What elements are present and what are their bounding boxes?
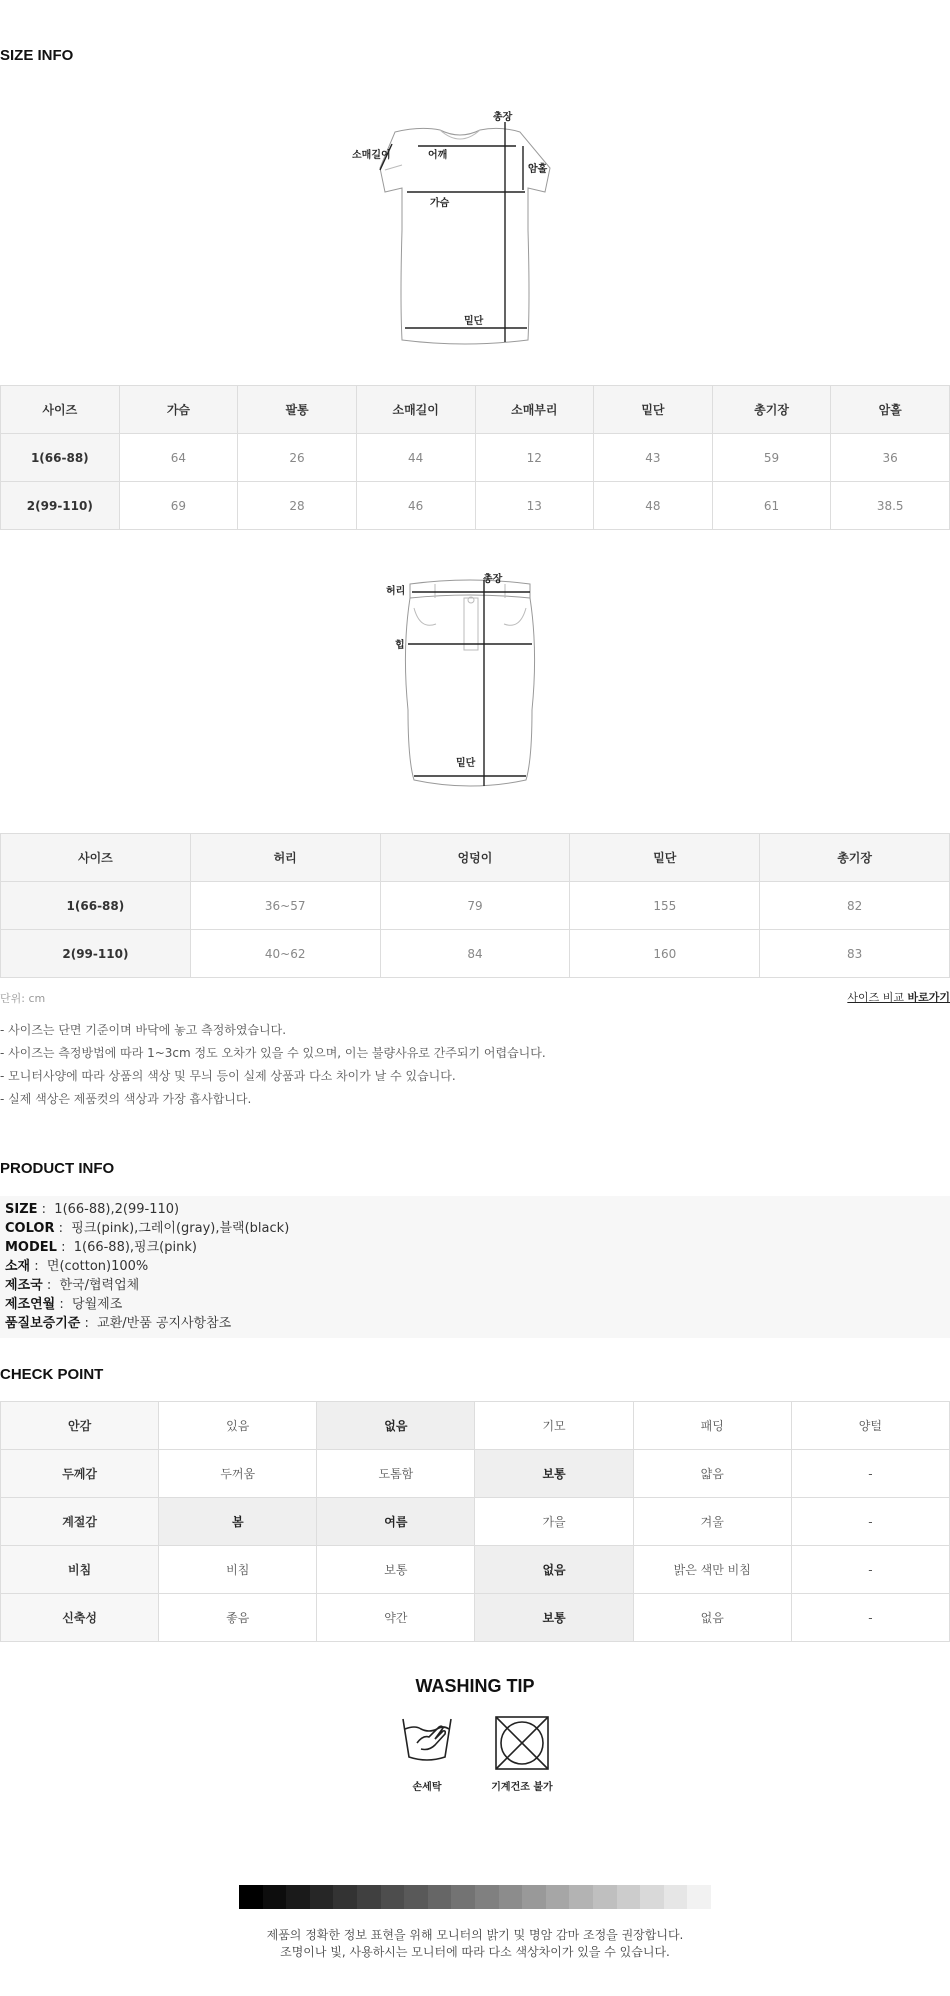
top-size-diagram	[350, 110, 580, 350]
check-point-table	[0, 1401, 950, 1642]
check-point-option: 보통	[475, 1450, 633, 1498]
table-cell: 43	[594, 434, 713, 482]
size-compare-go: 바로가기	[907, 991, 950, 1004]
check-point-label: 두께감	[1, 1450, 159, 1498]
note-line: - 사이즈는 단면 기준이며 바닥에 놓고 측정하였습니다.	[0, 1023, 287, 1037]
table-cell: 36~57	[190, 882, 380, 930]
check-point-option: -	[791, 1498, 949, 1546]
table-row	[1, 482, 950, 530]
check-point-option: 양털	[791, 1402, 949, 1450]
table-cell: 36	[831, 434, 950, 482]
product-info-row: 제조연월 : 당월제조	[5, 1297, 123, 1312]
table-cell: 1(66-88)	[1, 882, 191, 930]
grayscale-swatch	[546, 1885, 570, 1909]
check-point-option: 도톰함	[317, 1450, 475, 1498]
check-point-option: 가을	[475, 1498, 633, 1546]
grayscale-swatch	[593, 1885, 617, 1909]
check-point-option: 보통	[317, 1546, 475, 1594]
label-armhole: 암홀	[528, 164, 548, 175]
table-row	[1, 434, 950, 482]
check-point-title: CHECK POINT	[0, 1366, 104, 1383]
grayscale-bar	[239, 1885, 711, 1909]
label-shoulder: 어깨	[428, 150, 448, 161]
table-header: 사이즈	[1, 386, 120, 434]
table-header: 소매길이	[356, 386, 475, 434]
check-point-option: 보통	[475, 1594, 633, 1642]
table-cell: 2(99-110)	[1, 482, 120, 530]
table-header: 소매부리	[475, 386, 594, 434]
check-point-option: 없음	[317, 1402, 475, 1450]
grayscale-swatch	[617, 1885, 641, 1909]
skirt-size-diagram	[380, 570, 560, 795]
table-cell: 61	[712, 482, 831, 530]
skirt-label-total-length: 총장	[483, 574, 503, 585]
table-cell: 82	[760, 882, 950, 930]
table-header: 허리	[190, 834, 380, 882]
grayscale-swatch	[499, 1885, 523, 1909]
table-cell: 59	[712, 434, 831, 482]
grayscale-swatch	[522, 1885, 546, 1909]
note-line: - 모니터사양에 따라 상품의 색상 및 무늬 등이 실제 상품과 다소 차이가 날 수 있습니다.	[0, 1069, 456, 1083]
table-row	[1, 1402, 950, 1450]
table-row	[1, 882, 950, 930]
table-header: 엉덩이	[380, 834, 570, 882]
check-point-label: 신축성	[1, 1594, 159, 1642]
table-header: 밑단	[570, 834, 760, 882]
table-row	[1, 1498, 950, 1546]
size-notes	[0, 1019, 546, 1111]
grayscale-swatch	[451, 1885, 475, 1909]
label-total-length: 총장	[493, 112, 513, 123]
table-cell: 46	[356, 482, 475, 530]
table-cell: 2(99-110)	[1, 930, 191, 978]
check-point-option: 좋음	[159, 1594, 317, 1642]
grayscale-swatch	[664, 1885, 688, 1909]
product-info-title: PRODUCT INFO	[0, 1160, 115, 1177]
note-line: - 사이즈는 측정방법에 따라 1~3cm 정도 오차가 있을 수 있으며, 이는 불량사유로 간주되기 어렵습니다.	[0, 1046, 546, 1060]
grayscale-swatch	[428, 1885, 452, 1909]
table-cell: 160	[570, 930, 760, 978]
check-point-label: 비침	[1, 1546, 159, 1594]
monitor-notice-line: 제품의 정확한 정보 표현을 위해 모니터의 밝기 및 명암 감마 조정을 권장합니다.	[266, 1928, 684, 1942]
table-header-row	[1, 386, 950, 434]
unit-label: 단위: cm	[0, 992, 46, 1005]
table-cell: 64	[119, 434, 238, 482]
skirt-label-hip: 힙	[395, 640, 405, 651]
monitor-notice-line: 조명이나 빛, 사용하시는 모니터에 따라 다소 색상차이가 있을 수 있습니다.	[280, 1945, 670, 1959]
check-point-option: 약간	[317, 1594, 475, 1642]
table-header: 가슴	[119, 386, 238, 434]
table-cell: 155	[570, 882, 760, 930]
table-cell: 48	[594, 482, 713, 530]
check-point-label: 안감	[1, 1402, 159, 1450]
size-compare-label: 사이즈 비교	[847, 991, 904, 1004]
hand-wash-label: 손세탁	[412, 1782, 442, 1793]
table-cell: 1(66-88)	[1, 434, 120, 482]
check-point-option: 얇음	[633, 1450, 791, 1498]
check-point-option: 있음	[159, 1402, 317, 1450]
note-line: - 실제 색상은 제품컷의 색상과 가장 흡사합니다.	[0, 1092, 252, 1106]
check-point-option: 없음	[633, 1594, 791, 1642]
label-chest: 가슴	[430, 198, 450, 209]
check-point-option: 없음	[475, 1546, 633, 1594]
product-info-row: 제조국 : 한국/협력업체	[5, 1278, 140, 1293]
check-point-option: 기모	[475, 1402, 633, 1450]
table-cell: 84	[380, 930, 570, 978]
check-point-option: 여름	[317, 1498, 475, 1546]
table-cell: 13	[475, 482, 594, 530]
table-row	[1, 1450, 950, 1498]
table-header: 사이즈	[1, 834, 191, 882]
grayscale-swatch	[381, 1885, 405, 1909]
check-point-option: -	[791, 1594, 949, 1642]
check-point-option: 비침	[159, 1546, 317, 1594]
table-cell: 26	[238, 434, 357, 482]
check-point-label: 계절감	[1, 1498, 159, 1546]
table-header: 총기장	[760, 834, 950, 882]
table-header: 암홀	[831, 386, 950, 434]
table-header: 총기장	[712, 386, 831, 434]
skirt-label-waist: 허리	[386, 586, 406, 597]
grayscale-swatch	[687, 1885, 711, 1909]
label-hem: 밑단	[464, 316, 484, 327]
monitor-notice	[0, 1927, 950, 1961]
grayscale-swatch	[475, 1885, 499, 1909]
grayscale-swatch	[640, 1885, 664, 1909]
table-cell: 44	[356, 434, 475, 482]
check-point-option: 밝은 색만 비침	[633, 1546, 791, 1594]
table-cell: 38.5	[831, 482, 950, 530]
grayscale-swatch	[357, 1885, 381, 1909]
table-row	[1, 1546, 950, 1594]
grayscale-swatch	[239, 1885, 263, 1909]
size-info-title: SIZE INFO	[0, 47, 74, 64]
grayscale-swatch	[404, 1885, 428, 1909]
table-header-row	[1, 834, 950, 882]
hand-wash-icon	[399, 1713, 455, 1773]
size-compare-link[interactable]	[847, 989, 950, 1005]
check-point-option: -	[791, 1546, 949, 1594]
check-point-option: 봄	[159, 1498, 317, 1546]
table-row	[1, 930, 950, 978]
top-size-table	[0, 385, 950, 530]
product-info-box	[0, 1196, 950, 1338]
table-row	[1, 1594, 950, 1642]
grayscale-swatch	[569, 1885, 593, 1909]
washing-tip-title: WASHING TIP	[415, 1676, 535, 1696]
skirt-label-hem: 밑단	[456, 758, 476, 769]
table-cell: 12	[475, 434, 594, 482]
check-point-option: 패딩	[633, 1402, 791, 1450]
grayscale-swatch	[263, 1885, 287, 1909]
grayscale-swatch	[310, 1885, 334, 1909]
table-header: 밑단	[594, 386, 713, 434]
check-point-option: -	[791, 1450, 949, 1498]
product-info-row: SIZE : 1(66-88),2(99-110)	[5, 1202, 180, 1217]
product-info-row: 품질보증기준 : 교환/반품 공지사항참조	[5, 1316, 232, 1331]
skirt-size-table	[0, 833, 950, 978]
table-cell: 69	[119, 482, 238, 530]
label-sleeve-length: 소매길이	[352, 150, 391, 161]
table-cell: 40~62	[190, 930, 380, 978]
product-info-row: 소재 : 면(cotton)100%	[5, 1259, 149, 1274]
table-cell: 28	[238, 482, 357, 530]
check-point-option: 겨울	[633, 1498, 791, 1546]
product-info-row: MODEL : 1(66-88),핑크(pink)	[5, 1240, 197, 1255]
table-cell: 79	[380, 882, 570, 930]
product-info-row: COLOR : 핑크(pink),그레이(gray),블랙(black)	[5, 1221, 290, 1236]
grayscale-swatch	[286, 1885, 310, 1909]
table-header: 팔통	[238, 386, 357, 434]
table-cell: 83	[760, 930, 950, 978]
check-point-option: 두꺼움	[159, 1450, 317, 1498]
no-tumble-dry-label: 기계건조 불가	[491, 1782, 553, 1793]
no-tumble-dry-icon	[493, 1713, 551, 1773]
grayscale-swatch	[333, 1885, 357, 1909]
